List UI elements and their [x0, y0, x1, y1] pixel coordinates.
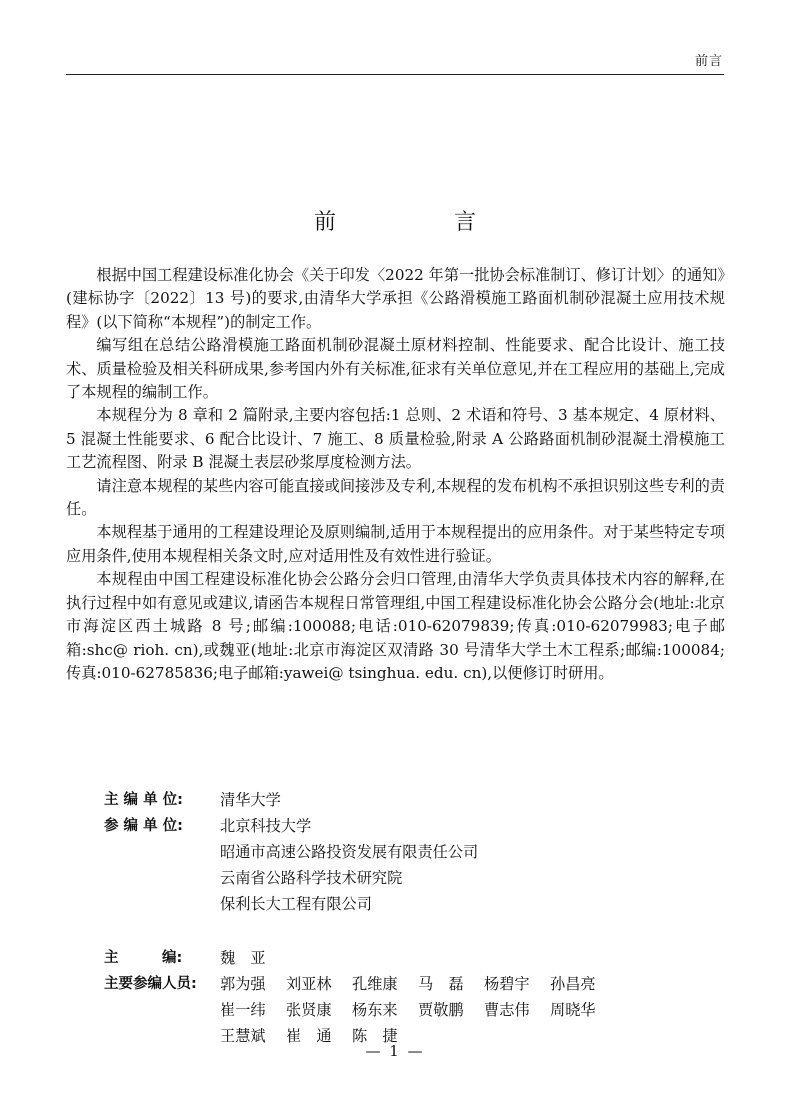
contributor-name: 曹志伟 [484, 1001, 530, 1019]
header-rule [66, 74, 724, 75]
contributor-name: 王慧斌 [220, 1027, 266, 1045]
contributor-name: 刘亚林 [286, 975, 332, 993]
contributor-name: 杨碧宇 [484, 975, 530, 993]
contributor-name: 张贤康 [286, 1001, 332, 1019]
participating-unit: 北京科技大学 [220, 817, 312, 835]
contributor-name: 杨东来 [352, 1001, 398, 1019]
paragraph: 本规程分为 8 章和 2 篇附录,主要内容包括:1 总则、2 术语和符号、3 基本规定、4 原材料、5 混凝土性能要求、6 配合比设计、7 施工、8 质量检验,附录 A 公路路面机制砂混凝土滑模施工工艺流程图、附录 B 混凝土表层砂浆厚度检测方法。 [66, 406, 725, 472]
contributor-name: 贾敬鹏 [418, 1001, 464, 1019]
contributor-name: 陈 捷 [352, 1027, 398, 1045]
lead-unit-values [220, 787, 281, 813]
paragraph: 根据中国工程建设标准化协会《关于印发〈2022 年第一批协会标准制订、修订计划〉的通知》(建标协字〔2022〕13 号)的要求,由清华大学承担《公路滑模施工路面机制砂混凝土应用技术规程》(以下简称“本规程”)的制定工作。 [66, 266, 725, 331]
page-title: 前 言 [313, 209, 524, 235]
running-header-title: 前言 [694, 54, 723, 69]
main-contributors-names [220, 971, 616, 1049]
contributor-name: 周晓华 [550, 1001, 596, 1019]
lead-unit-label: 主 编 单 位: [104, 792, 183, 808]
credits-section [104, 787, 724, 1049]
paragraph: 请注意本规程的某些内容可能直接或间接涉及专利,本规程的发布机构不承担识别这些专利的责任。 [66, 476, 725, 519]
participating-units-values [220, 813, 478, 917]
participating-unit: 昭通市高速公路投资发展有限责任公司 [220, 843, 479, 861]
chief-editor-label: 主 编: [104, 950, 183, 966]
participating-unit: 保利长大工程有限公司 [220, 895, 372, 913]
contributor-name: 崔 通 [286, 1027, 332, 1045]
main-contributors-label: 主要参编人员: [104, 976, 197, 992]
contributor-name: 崔一纬 [220, 1001, 266, 1019]
contributor-name: 马 磊 [418, 975, 464, 993]
lead-unit-block [104, 787, 724, 813]
main-contributors-block [104, 971, 724, 1049]
chief-editor-block [104, 945, 724, 971]
chief-editor-name: 魏 亚 [220, 949, 266, 967]
page-number: — 1 — [365, 1042, 425, 1060]
participating-units-label: 参 编 单 位: [104, 818, 183, 834]
participating-unit: 云南省公路科学技术研究院 [220, 869, 403, 887]
body-text [66, 264, 725, 685]
lead-unit-name: 清华大学 [220, 791, 281, 809]
contributor-name: 孙昌亮 [550, 975, 596, 993]
contributor-name: 孔维康 [352, 975, 398, 993]
paragraph: 编写组在总结公路滑模施工路面机制砂混凝土原材料控制、性能要求、配合比设计、施工技术、质量检验及相关科研成果,参考国内外有关标准,征求有关单位意见,并在工程应用的基础上,完成了本规程的编制工作。 [66, 336, 725, 402]
participating-units-block [104, 813, 724, 917]
paragraph: 本规程由中国工程建设标准化协会公路分会归口管理,由清华大学负责具体技术内容的解释,在执行过程中如有意见或建议,请函告本规程日常管理组,中国工程建设标准化协会公路分会(地址:北京市海淀区西土城路 8 号;邮编:100088;电话:010-62079839;传真:010-62079983;电子邮箱:shc@ rioh. cn),或魏亚(地址:北京市海淀区双清路 30 号清华大学土木工程系;邮编:100084;传真:010-62785836;电子邮箱:yawei@ tsinghua. edu. cn),以便修订时研用。 [66, 570, 725, 682]
contributor-name: 郭为强 [220, 975, 266, 993]
chief-editor-values [220, 945, 266, 971]
paragraph: 本规程基于通用的工程建设理论及原则编制,适用于本规程提出的应用条件。对于某些特定专项应用条件,使用本规程相关条文时,应对适用性及有效性进行验证。 [66, 523, 725, 565]
